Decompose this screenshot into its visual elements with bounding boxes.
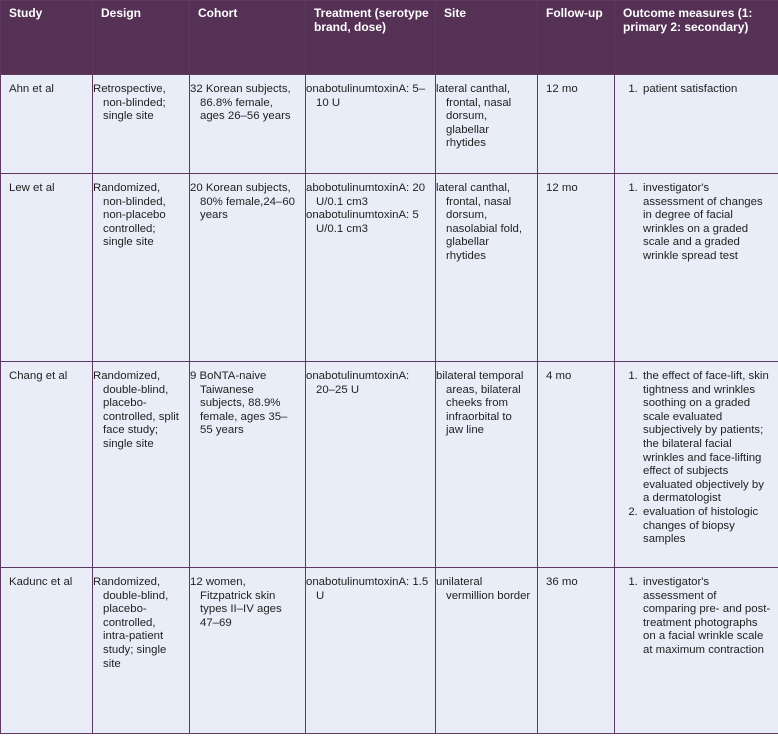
cell-followup: 12 mo	[538, 174, 615, 362]
header-followup: Follow-up	[538, 1, 615, 75]
cell-cohort: 20 Korean subjects, 80% female,24–60 years	[190, 174, 306, 362]
header-cohort: Cohort	[190, 1, 306, 75]
cell-outcome	[615, 362, 778, 568]
table-row	[1, 568, 778, 734]
treatment-line: onabotulinumtoxinA: 20–25 U	[306, 370, 410, 396]
table-row	[1, 362, 778, 568]
cell-design: Randomized, double-blind, placebo-controlled, split face study; single site	[93, 362, 190, 568]
cell-followup: 12 mo	[538, 75, 615, 174]
cell-followup: 36 mo	[538, 568, 615, 734]
cell-study: Lew et al	[1, 174, 93, 362]
header-study: Study	[1, 1, 93, 75]
outcome-item: 1. investigator's assessment of comparing pre- and post-treatment photographs on a facial wrinkle scale at maximum contraction	[641, 576, 772, 658]
outcome-list	[623, 576, 772, 658]
header-row	[1, 1, 778, 75]
header-treatment: Treatment (serotype brand, dose)	[306, 1, 436, 75]
cell-design: Randomized, non-blinded, non-placebo controlled; single site	[93, 174, 190, 362]
cell-design: Randomized, double-blind, placebo-controlled, intra-patient study; single site	[93, 568, 190, 734]
table-row	[1, 75, 778, 174]
cell-site: lateral canthal, frontal, nasal dorsum, nasolabial fold, glabellar rhytides	[436, 174, 538, 362]
outcome-list	[623, 370, 772, 547]
header-site: Site	[436, 1, 538, 75]
cell-cohort: 32 Korean subjects, 86.8% female, ages 26–56 years	[190, 75, 306, 174]
treatment-line: onabotulinumtoxinA: 5 U/0.1 cm3	[306, 209, 419, 235]
cell-site: unilateral vermillion border	[436, 568, 538, 734]
cell-study: Chang et al	[1, 362, 93, 568]
cell-followup: 4 mo	[538, 362, 615, 568]
cell-treatment	[306, 362, 436, 568]
cell-cohort: 9 BoNTA-naive Taiwanese subjects, 88.9% female, ages 35–55 years	[190, 362, 306, 568]
cell-cohort: 12 women, Fitzpatrick skin types II–IV ages 47–69	[190, 568, 306, 734]
cell-treatment	[306, 568, 436, 734]
treatment-line: onabotulinumtoxinA: 5–10 U	[306, 83, 426, 109]
header-outcome: Outcome measures (1: primary 2: secondary)	[615, 1, 778, 75]
cell-treatment	[306, 174, 436, 362]
outcome-list	[623, 182, 772, 264]
outcome-item: 1. investigator's assessment of changes in degree of facial wrinkles on a graded scale and a graded wrinkle spread test	[641, 182, 772, 264]
outcome-list	[623, 83, 772, 97]
cell-study: Ahn et al	[1, 75, 93, 174]
cell-site: lateral canthal, frontal, nasal dorsum, glabellar rhytides	[436, 75, 538, 174]
table-row	[1, 174, 778, 362]
cell-design: Retrospective, non-blinded; single site	[93, 75, 190, 174]
treatment-line: abobotulinumtoxinA: 20 U/0.1 cm3	[306, 182, 426, 208]
cell-treatment	[306, 75, 436, 174]
outcome-item: 1. the effect of face-lift, skin tightness and wrinkles soothing on a graded scale evaluated subjectively by patients; the bilateral facial wrinkles and face-lifting effect of subjects evaluated objectively by a dermatologist	[641, 370, 772, 506]
cell-outcome	[615, 75, 778, 174]
cell-study: Kadunc et al	[1, 568, 93, 734]
outcome-item: 2. evaluation of histologic changes of biopsy samples	[641, 506, 772, 547]
cell-outcome	[615, 174, 778, 362]
cell-outcome	[615, 568, 778, 734]
outcome-item: 1. patient satisfaction	[641, 83, 772, 97]
header-design: Design	[93, 1, 190, 75]
treatment-line: onabotulinumtoxinA: 1.5 U	[306, 576, 429, 602]
cell-site: bilateral temporal areas, bilateral cheeks from infraorbital to jaw line	[436, 362, 538, 568]
